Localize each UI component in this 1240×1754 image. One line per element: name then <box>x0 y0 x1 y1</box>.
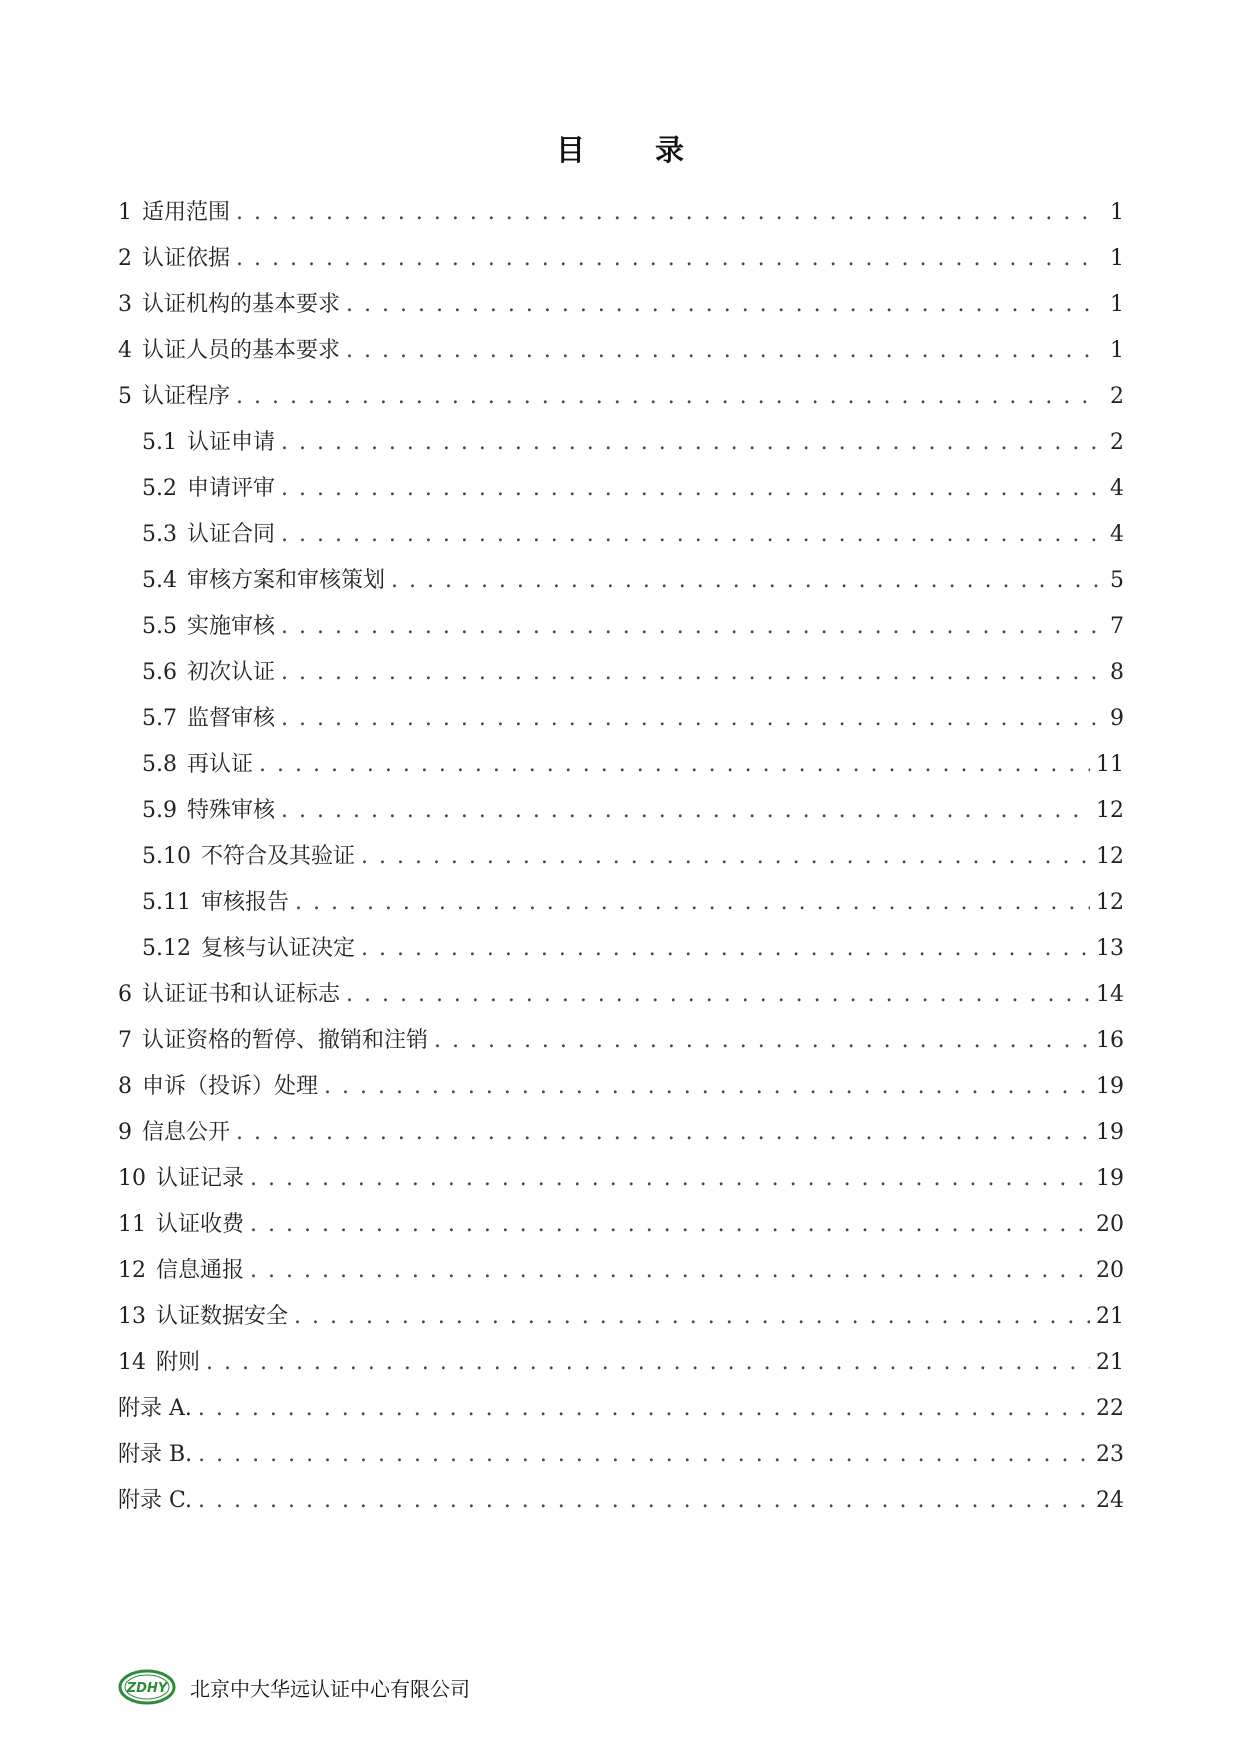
toc-entry-title: 特殊审核 <box>187 798 276 823</box>
toc-entry-page: 9 <box>1110 706 1124 731</box>
toc-entry-page: 2 <box>1110 384 1124 409</box>
toc-entry-number: 5.11 <box>142 890 191 915</box>
toc-entry-page: 19 <box>1096 1166 1124 1191</box>
toc-entry-title: 认证收费 <box>156 1212 245 1237</box>
dot-leader <box>281 604 1098 650</box>
toc-entry-title: 审核报告 <box>200 890 289 915</box>
toc-entry-number: 5.3 <box>142 522 177 547</box>
toc-entry-number: 14 <box>118 1350 146 1375</box>
toc-entry-title: 认证证书和认证标志 <box>142 982 341 1007</box>
toc-entry-page: 20 <box>1096 1258 1124 1283</box>
dot-leader <box>361 834 1090 880</box>
toc-entry-title: 信息通报 <box>156 1258 245 1283</box>
toc-entry[interactable] <box>118 512 1124 558</box>
toc-entry-number: 12 <box>118 1258 146 1283</box>
toc-entry-title: 附录 A. <box>118 1396 192 1421</box>
company-name: 北京中大华远认证中心有限公司 <box>190 1676 470 1701</box>
toc-entry[interactable] <box>118 466 1124 512</box>
toc-entry-title: 认证申请 <box>187 430 276 455</box>
company-logo <box>118 1668 176 1706</box>
toc-entry[interactable] <box>118 420 1124 466</box>
toc-entry-page: 20 <box>1096 1212 1124 1237</box>
toc-entry[interactable] <box>118 1110 1124 1156</box>
toc-entry-number: 5.9 <box>142 798 177 823</box>
toc-entry-number: 3 <box>118 292 132 317</box>
dot-leader <box>259 742 1090 788</box>
toc-entry-title: 初次认证 <box>187 660 276 685</box>
toc-entry[interactable] <box>118 374 1124 420</box>
toc-entry-page: 12 <box>1096 798 1124 823</box>
toc-entry[interactable] <box>118 1432 1124 1478</box>
dot-leader <box>434 1018 1090 1064</box>
toc-entry-page: 14 <box>1096 982 1124 1007</box>
toc-entry-page: 13 <box>1096 936 1124 961</box>
toc-entry-number: 5.10 <box>142 844 191 869</box>
dot-leader <box>281 696 1098 742</box>
toc-entry-title: 审核方案和审核策划 <box>187 568 386 593</box>
toc-entry-title: 认证机构的基本要求 <box>142 292 341 317</box>
toc-entry-number: 5.1 <box>142 430 177 455</box>
toc-entry-page: 4 <box>1110 476 1124 501</box>
toc-entry-page: 11 <box>1096 752 1124 777</box>
toc-entry-page: 1 <box>1110 200 1124 225</box>
table-of-contents <box>118 190 1124 1524</box>
toc-entry-number: 4 <box>118 338 132 363</box>
toc-entry-page: 1 <box>1110 246 1124 271</box>
toc-entry-title: 适用范围 <box>142 200 231 225</box>
toc-entry-number: 6 <box>118 982 132 1007</box>
toc-entry-number: 9 <box>118 1120 132 1145</box>
dot-leader <box>236 190 1098 236</box>
toc-entry[interactable] <box>118 1156 1124 1202</box>
toc-entry-number: 2 <box>118 246 132 271</box>
toc-entry-number: 1 <box>118 200 132 225</box>
toc-entry-page: 12 <box>1096 890 1124 915</box>
toc-entry-number: 5.6 <box>142 660 177 685</box>
dot-leader <box>250 1202 1090 1248</box>
toc-entry-page: 19 <box>1096 1074 1124 1099</box>
toc-entry-title: 申请评审 <box>187 476 276 501</box>
dot-leader <box>250 1156 1090 1202</box>
toc-entry[interactable] <box>118 696 1124 742</box>
toc-entry-page: 23 <box>1096 1442 1124 1467</box>
toc-entry-page: 1 <box>1110 292 1124 317</box>
dot-leader <box>281 788 1090 834</box>
dot-leader <box>361 926 1090 972</box>
toc-entry[interactable] <box>118 1202 1124 1248</box>
toc-entry[interactable] <box>118 972 1124 1018</box>
dot-leader <box>294 1294 1090 1340</box>
toc-entry[interactable] <box>118 236 1124 282</box>
toc-entry-number: 5.7 <box>142 706 177 731</box>
dot-leader <box>346 282 1098 328</box>
dot-leader <box>198 1432 1090 1478</box>
toc-entry[interactable] <box>118 604 1124 650</box>
toc-entry[interactable] <box>118 1294 1124 1340</box>
toc-entry[interactable] <box>118 1064 1124 1110</box>
toc-entry-title: 附录 B. <box>118 1442 193 1467</box>
toc-entry-title: 申诉（投诉）处理 <box>142 1074 319 1099</box>
toc-entry[interactable] <box>118 190 1124 236</box>
toc-entry-number: 8 <box>118 1074 132 1099</box>
toc-entry-page: 21 <box>1096 1304 1124 1329</box>
dot-leader <box>198 1478 1090 1524</box>
toc-entry-title: 认证程序 <box>142 384 231 409</box>
toc-entry-number: 5.12 <box>142 936 191 961</box>
toc-entry-title: 再认证 <box>187 752 254 777</box>
toc-entry-number: 5.5 <box>142 614 177 639</box>
dot-leader <box>206 1340 1090 1386</box>
toc-entry-number: 5.8 <box>142 752 177 777</box>
toc-entry[interactable] <box>118 1340 1124 1386</box>
toc-entry-title: 附录 C. <box>118 1488 193 1513</box>
toc-entry-page: 24 <box>1096 1488 1124 1513</box>
toc-entry-title: 认证人员的基本要求 <box>142 338 341 363</box>
page-footer <box>118 1665 470 1709</box>
toc-entry-title: 认证合同 <box>187 522 276 547</box>
toc-entry-title: 认证数据安全 <box>156 1304 289 1329</box>
dot-leader <box>281 650 1098 696</box>
toc-entry-title: 信息公开 <box>142 1120 231 1145</box>
toc-entry[interactable] <box>118 926 1124 972</box>
toc-entry-number: 5.2 <box>142 476 177 501</box>
toc-entry-page: 16 <box>1096 1028 1124 1053</box>
toc-entry-title: 认证依据 <box>142 246 231 271</box>
toc-entry-page: 2 <box>1110 430 1124 455</box>
dot-leader <box>346 972 1090 1018</box>
toc-entry[interactable] <box>118 558 1124 604</box>
toc-entry[interactable] <box>118 788 1124 834</box>
toc-entry-page: 22 <box>1096 1396 1124 1421</box>
toc-entry-title: 认证资格的暂停、撤销和注销 <box>142 1028 429 1053</box>
toc-entry[interactable] <box>118 834 1124 880</box>
toc-entry-number: 11 <box>118 1212 146 1237</box>
dot-leader <box>281 512 1098 558</box>
toc-entry-page: 21 <box>1096 1350 1124 1375</box>
toc-entry-title: 不符合及其验证 <box>200 844 355 869</box>
dot-leader <box>281 420 1098 466</box>
toc-entry-number: 13 <box>118 1304 146 1329</box>
toc-entry[interactable] <box>118 1478 1124 1524</box>
toc-entry[interactable] <box>118 328 1124 374</box>
toc-entry-page: 8 <box>1110 660 1124 685</box>
toc-entry[interactable] <box>118 282 1124 328</box>
toc-entry-title: 认证记录 <box>156 1166 245 1191</box>
toc-entry-page: 4 <box>1110 522 1124 547</box>
dot-leader <box>236 374 1098 420</box>
dot-leader <box>236 236 1098 282</box>
toc-entry[interactable] <box>118 742 1124 788</box>
dot-leader <box>391 558 1098 604</box>
toc-entry-number: 5 <box>118 384 132 409</box>
toc-entry-number: 10 <box>118 1166 146 1191</box>
toc-entry-title: 附则 <box>156 1350 201 1375</box>
dot-leader <box>198 1386 1090 1432</box>
toc-entry-title: 实施审核 <box>187 614 276 639</box>
dot-leader <box>250 1248 1090 1294</box>
toc-entry[interactable] <box>118 1018 1124 1064</box>
toc-entry-page: 19 <box>1096 1120 1124 1145</box>
toc-entry[interactable] <box>118 1386 1124 1432</box>
toc-entry-number: 5.4 <box>142 568 177 593</box>
toc-title: 目 录 <box>555 133 715 167</box>
toc-entry[interactable] <box>118 880 1124 926</box>
toc-entry-page: 12 <box>1096 844 1124 869</box>
toc-entry[interactable] <box>118 650 1124 696</box>
dot-leader <box>346 328 1098 374</box>
dot-leader <box>236 1110 1090 1156</box>
toc-entry-page: 1 <box>1110 338 1124 363</box>
toc-entry-page: 7 <box>1110 614 1124 639</box>
dot-leader <box>324 1064 1090 1110</box>
toc-entry-number: 7 <box>118 1028 132 1053</box>
dot-leader <box>295 880 1090 926</box>
toc-entry[interactable] <box>118 1248 1124 1294</box>
logo-text: ZDHY <box>126 1681 168 1696</box>
dot-leader <box>281 466 1098 512</box>
toc-entry-title: 复核与认证决定 <box>200 936 355 961</box>
toc-entry-title: 监督审核 <box>187 706 276 731</box>
toc-entry-page: 5 <box>1110 568 1124 593</box>
